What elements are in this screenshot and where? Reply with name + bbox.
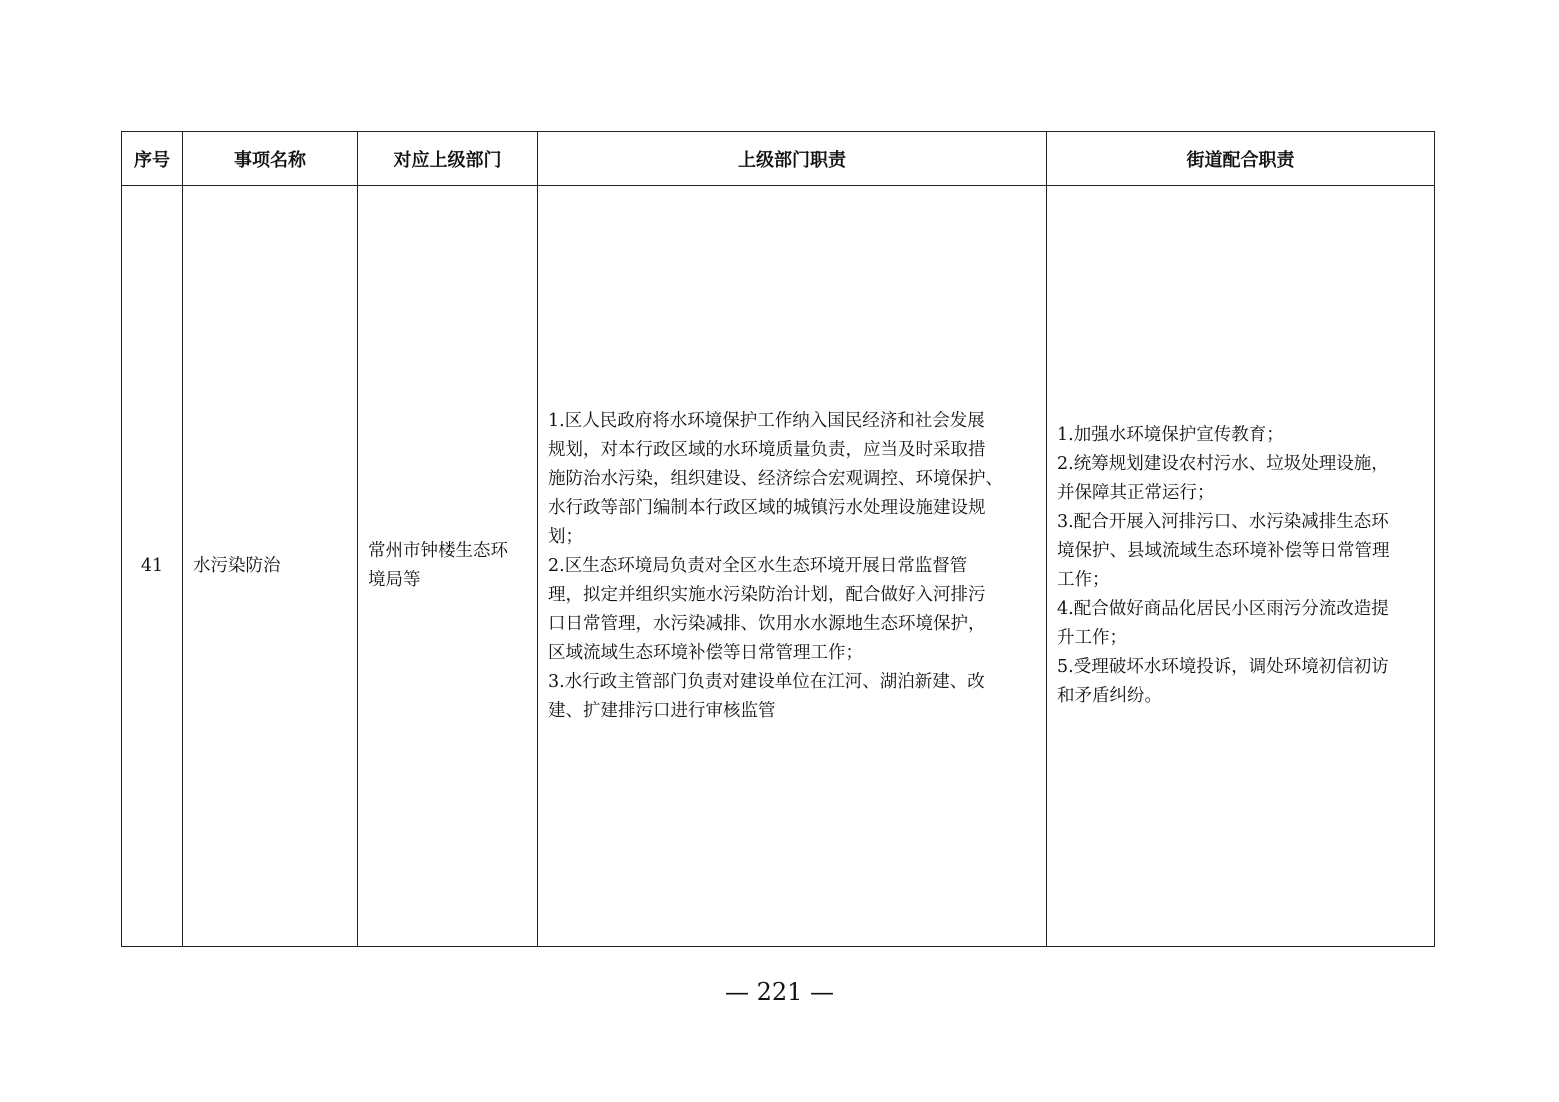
cell-department: [358, 186, 538, 947]
header-upper-duty: 上级部门职责: [538, 132, 1047, 186]
upper-duty-line: 理，拟定并组织实施水污染防治计划，配合做好入河排污: [548, 584, 986, 605]
upper-duty-line: 3.水行政主管部门负责对建设单位在江河、湖泊新建、改: [548, 671, 985, 692]
department-line: 境局等: [368, 570, 421, 590]
cell-street-duty: [1047, 186, 1435, 947]
cell-number: 41: [122, 186, 183, 947]
duty-table: [121, 131, 1435, 947]
table-row: [122, 186, 1435, 947]
street-duty-line: 2.统筹规划建设农村污水、垃圾处理设施，: [1057, 454, 1389, 474]
upper-duty-line: 建、扩建排污口进行审核监管: [548, 700, 776, 721]
table-header: [122, 132, 1435, 186]
table-body: [122, 186, 1435, 947]
header-number: 序号: [122, 132, 183, 186]
header-department: 对应上级部门: [358, 132, 538, 186]
street-duty-line: 境保护、县域流域生态环境补偿等日常管理: [1057, 541, 1390, 561]
department-line: 常州市钟楼生态环: [368, 541, 508, 561]
upper-duty-line: 水行政等部门编制本行政区域的城镇污水处理设施建设规: [548, 497, 986, 518]
upper-duty-line: 1.区人民政府将水环境保护工作纳入国民经济和社会发展: [548, 410, 985, 431]
header-row: [122, 132, 1435, 186]
street-duty-line: 4.配合做好商品化居民小区雨污分流改造提: [1057, 599, 1389, 619]
header-street-duty: 街道配合职责: [1047, 132, 1435, 186]
street-duty-line: 1.加强水环境保护宣传教育；: [1057, 425, 1284, 445]
street-duty-line: 工作；: [1057, 570, 1110, 590]
street-duty-line: 并保障其正常运行；: [1057, 483, 1215, 503]
upper-duty-line: 规划，对本行政区域的水环境质量负责，应当及时采取措: [548, 439, 986, 460]
upper-duty-line: 区域流域生态环境补偿等日常管理工作；: [548, 642, 863, 663]
street-duty-line: 3.配合开展入河排污口、水污染减排生态环: [1057, 512, 1389, 532]
street-duty-line: 5.受理破坏水环境投诉，调处环境初信初访: [1057, 657, 1389, 677]
upper-duty-line: 划；: [548, 526, 583, 547]
upper-duty-line: 2.区生态环境局负责对全区水生态环境开展日常监督管: [548, 555, 968, 576]
header-item-name: 事项名称: [183, 132, 358, 186]
page-number: — 221 —: [724, 978, 835, 1006]
upper-duty-line: 施防治水污染，组织建设、经济综合宏观调控、环境保护、: [548, 468, 1003, 489]
street-duty-line: 和矛盾纠纷。: [1057, 686, 1162, 706]
upper-duty-line: 口日常管理，水污染减排、饮用水水源地生态环境保护，: [548, 613, 986, 634]
cell-item-name: 水污染防治: [183, 186, 358, 947]
cell-upper-duty: [538, 186, 1047, 947]
street-duty-line: 升工作；: [1057, 628, 1127, 648]
